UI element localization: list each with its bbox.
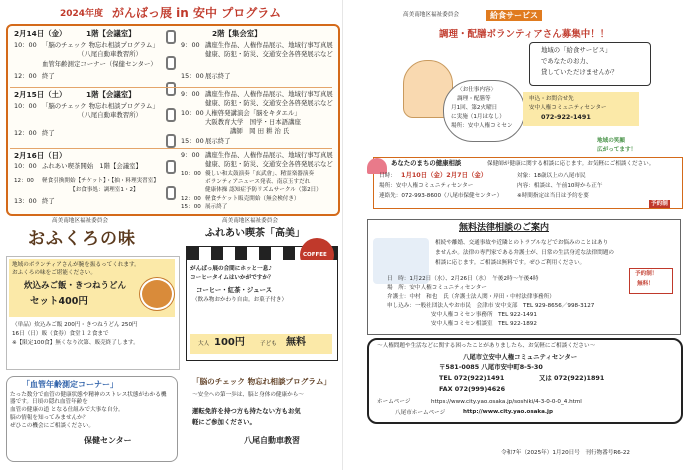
day3-time2: 12：00 [14,178,34,184]
divider [10,148,332,149]
work-info-1: 調理・配膳等 [457,96,491,102]
day3r-item1-sub: 健康、防犯・防災、交通安全各啓発展示など [205,160,333,168]
day1-item3: 終了 [42,72,55,80]
day1-room: 1階【会議室】 [86,29,136,38]
day1-item2: 血管年齢測定コーナー（保健センター） [42,60,157,68]
cafe-drinks-note: （飲み物おかわり自由。お菓子付き） [192,297,288,303]
day1r-item2: 展示終了 [205,72,231,80]
kenko-contents: 内容：相談は、午前10時から正午 [517,183,603,189]
footer-addr: 〒581-0085 八尾市安中町8-5-30 [439,363,543,371]
horitsu-date: 日 時：1月22日（水）、2月26日（水） 午後2時〜午後4時 [387,276,539,282]
ofukuro-desc1: 地域のボランティアさんが腕を振るってくれます。 [12,262,140,268]
day1-item1-sub: （八尾自動車教習所） [78,50,142,58]
day2-room: 1階【会議室】 [86,90,136,99]
divider [10,87,332,88]
ofukuro-menu: 炊込みご飯・きつねうどん [24,281,127,291]
cafe-org: 高美南地区福祉委員会 [222,218,278,224]
day1r-time1: 9：00 [181,41,200,49]
horitsu-apply2: 安中人権コミセン事務所 TEL 922-1491 [431,312,537,318]
day2r-item1: 講座生作品、人権作品展示、地域行事写真展 [205,90,333,98]
footer-tel: TEL 072(922)1491 [439,374,505,382]
ofukuro-title: おふくろの味 [28,229,136,249]
noucheck-text1: 運転免許を持つ方も持たない方もお気 [192,407,301,415]
day3r-time4: 15：00 [181,204,201,210]
ring-icon [166,108,176,122]
day1-time1: 10：00 [14,41,37,49]
horitsu-place: 場 所：安中人権コミュニティセンター [387,285,487,291]
horitsu-apply3: 安中人権コミセン相談室 TEL 922-1892 [431,321,537,327]
day2r-time3: 15：00 [181,137,204,145]
apply-label: 申込・お問合せ先 [529,96,574,102]
footer-org: 八尾市立安中人権コミュニティセンター [463,353,578,361]
horitsu-reserve-2: 無料！ [637,281,654,287]
cafe-title: ふれあい喫茶「高美」 [205,228,305,239]
day3-item3: 終了 [42,197,55,205]
ofukuro-note3: ※【限定100食】無くなり次第、販売終了します。 [12,340,139,346]
footer-hp2-link[interactable]: http://www.city.yao.osaka.jp [463,409,553,415]
kenko-reserve-badge: 予約制 [651,201,668,207]
day2-item1-sub: （八尾自動車教習所） [78,111,142,119]
noucheck-org: 八尾自動車教習 [244,436,300,445]
day2r-time1: 9：00 [181,90,200,98]
kenko-contact: 連絡先：072-993-8600（八尾市保健センター） [379,193,503,199]
kyushoku-org: 高美南地区福祉委員会 [403,12,459,18]
day3-item2: 軽食引換開始【チケット】・【抽・料理実習室】 [42,178,159,184]
recruit-bubble-3: 貸していただけませんか？ [541,68,618,76]
day1r-item1: 講座生作品、人権作品展示、地域行事写真展 [205,41,333,49]
day3-item1: ふれあい喫茶開始 1階【会議室】 [42,162,142,170]
apply-org: 安中人権コミュニティセンター [529,105,607,111]
ofukuro-desc2: おふくろの味をご堪能ください。 [12,270,96,276]
day2r-item2-sub2: 講師 岡 田 耕 治 氏 [230,127,290,135]
cafe-child-label: 子ども [260,341,277,347]
horitsu-desc3: 相談に応じます。ご相談は無料です。ぜひご利用ください。 [435,260,586,266]
day3r-item1: 講座生作品、人権作品展示、地域行事写真展 [205,151,333,159]
day2-time2: 12：00 [14,129,37,137]
ofukuro-org: 高美南地区福祉委員会 [52,218,108,224]
recruit-bubble-2: であなたのお力、 [541,57,593,65]
cafe-adult-price: 100円 [214,337,245,348]
footer-hp2-label: 八尾市ホームページ [395,410,446,416]
ring-icon [166,82,176,96]
cafe-child-price: 無料 [286,337,306,348]
ring-icon [166,186,176,200]
day3-date: 2月16日（日） [14,151,67,160]
day3-time3: 13：00 [14,197,37,205]
kenko-place: 場所：安中人権コミュニティセンター [379,183,474,189]
work-info-4: 場所：安中人権コミセン [451,123,513,129]
day3r-item2-sub: ボランティアニュース発表、南京玉すだれ [205,179,311,185]
ring-icon [166,56,176,70]
kyushoku-tag: 給食サービス [486,10,542,21]
kenko-target: 対象：18歳以上の八尾市民 [517,173,586,179]
apply-tel: 072-922-1491 [541,113,591,121]
udon-bowl-icon [140,278,174,310]
noucheck-title: 「脳のチェック 物忘れ相談プログラム」 [192,377,332,386]
horitsu-desc2: ませんか。法律の専門家である弁護士が、日常の生活身近な法律問題の [435,250,615,256]
day1-time3: 12：00 [14,72,37,80]
ofukuro-note1: （単品）炊込みご飯 200円・きつねうどん 250円 [12,322,138,328]
footer-hp-label: ホームページ [377,399,411,405]
kekkan-text1: たった数分で血管の健康状態や精神のストレス状態がわかる機器です。日頃の隠れ血管年齢を [10,392,167,405]
day2-time1: 10：00 [14,102,37,110]
right-page [342,0,683,470]
smile-1: 地域の笑顔 [597,138,625,144]
kekkan-text2: 血管の健康の道 となる仕組みで大事な自分。 [10,407,124,413]
horitsu-title: 無料法律相談のご案内 [459,223,550,233]
program-year: 2024年度 [60,9,104,19]
day3r-item2: 優しい和太鼓演奏「玄武會」、精霊楽器演奏 [205,171,315,177]
footer-line1: 〜人権問題や生活などに関する困ったことがありましたら、お気軽にご相談ください〜 [377,343,596,349]
day3r-item2-sub2: 健康体操 認知症予防リズムサークル（第2日） [205,187,322,193]
day3r-time3: 12：00 [181,196,201,202]
noucheck-text2: 軽にご参加ください。 [192,418,256,426]
kekkan-org: 保健センター [84,436,132,445]
smile-2: 広がってます！ [597,147,637,153]
day2r-item3: 展示終了 [205,137,231,145]
day1r-item1-sub: 健康、防犯・防災、交通安全各啓発展示など [205,50,333,58]
recruit-bubble-1: 地域の「給食サービス」 [541,46,612,54]
noucheck-sub: 〜安全への第一歩は、脳と身体の健康から〜 [192,392,304,398]
footer-fax: FAX 072(999)4626 [439,385,506,393]
work-info-2: 月1回、第2火曜日 [451,105,498,111]
day3-time1: 10：00 [14,162,37,170]
kenko-date-label: 日時： [379,173,396,179]
kenko-head-sub: 保健師が健康に関する相談に応じます。お気軽にご相談ください。 [487,161,655,167]
kyushoku-headline: 調理・配膳ボランティアさん募集中！！ [439,29,610,40]
horitsu-apply1: 申し込み：一般社団法人やお市民 会津市 安中支部 TEL 929-8656／998-3127 [387,303,595,309]
heart-icon [367,158,387,174]
issue-info: 令和7年（2025年）1月20日号 刊行物番号R6-22 [501,450,630,456]
horitsu-lawyer: 弁護士：中村 和也 氏（弁護士法人関・岸田・中村法律事務所） [387,294,555,300]
kenko-time-note: ※時間指定は当日は予約を要 [517,193,589,199]
day1-room-right: 2階【集会室】 [212,29,262,38]
day1r-time2: 15：00 [181,72,204,80]
ofukuro-note2: 16日（日）販（食券）食堂１２食まで [12,331,109,337]
day3-item2-sub: 【お食事処：調理室1・2】 [70,187,139,193]
program-title: がんばっ展 in 安中 プログラム [112,6,282,20]
day1-date: 2月14日（金） [14,29,67,38]
cafe-desc2: コーヒータイムはいかがですか？ [190,275,274,281]
day3r-time1: 9：00 [181,151,200,159]
footer-tel2: 又は 072(922)1891 [539,374,605,382]
cafe-desc1: がんばっ展の合間にホッと一息♪ [190,266,272,272]
day2-item2: 終了 [42,129,55,137]
horitsu-reserve-1: 予約制！ [635,271,658,277]
day3r-item4: 展示終了 [205,204,228,210]
kekkan-text3: 脳の情報を知ってみませんか？ [10,415,89,421]
day2r-item2: 人権啓発講演会「脳をキタエル」 [205,109,301,117]
coffee-badge-text: COFFEE [303,252,327,258]
kekkan-text4: ぜひこの機会にご相談ください。 [10,423,94,429]
ring-icon [166,160,176,174]
kekkan-title: 「血管年齢測定コーナー」 [22,380,118,389]
cafe-drinks: コーヒー・紅茶・ジュース [196,286,272,294]
ring-icon [166,134,176,148]
day2r-item2-sub: 大阪教育大学 国学・日本語講座 [205,118,301,126]
day2-item1: 「脳のチェック 物忘れ相談プログラム」 [42,102,159,110]
day2r-item1-sub: 健康、防犯・防災、交通安全各啓発展示など [205,99,333,107]
day3r-time2: 10：00 [181,171,201,177]
work-info-title: 〈お仕事内容〉 [457,87,497,93]
kenko-head: あなたのまちの健康相談 [391,159,462,167]
ofukuro-set-price: セット400円 [30,296,88,307]
horitsu-desc1: 相続や離婚、交通事故や近隣とのトラブルなどでお悩みのことはあり [435,240,609,246]
day3r-item3: 軽食チケット販売開始（無会検付き） [205,196,300,202]
day2-date: 2月15日（土） [14,90,67,99]
work-info-3: に実施（1月はなし） [451,114,505,120]
ring-icon [166,30,176,44]
day2r-time2: 10：00 [181,109,204,117]
footer-hp-link[interactable]: https://www.city.yao.osaka.jp/soshiki/4-3-0-0-0_4.html [431,399,582,405]
day1-item1: 「脳のチェック 物忘れ相談プログラム」 [42,41,159,49]
kenko-date: 1月10日（金）2月7日（金） [401,171,488,179]
cafe-adult-label: 大人 [198,341,210,347]
